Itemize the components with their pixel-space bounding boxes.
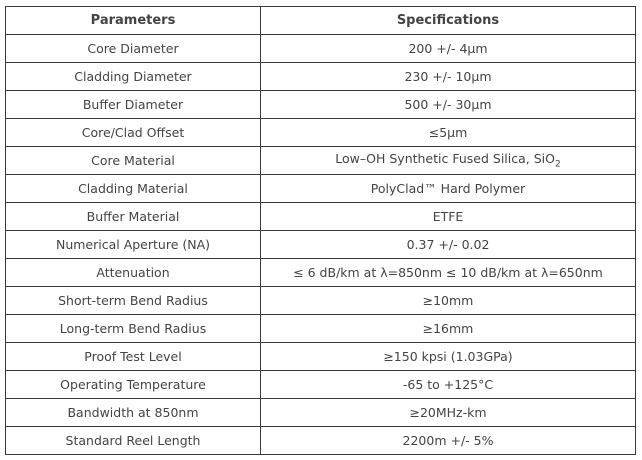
specification-cell (261, 371, 636, 399)
table-row (6, 399, 636, 427)
header-parameters: Parameters (6, 7, 261, 35)
specification-cell (261, 399, 636, 427)
parameter-cell: Standard Reel Length (6, 427, 261, 455)
parameter-cell: Buffer Diameter (6, 91, 261, 119)
table-row (6, 175, 636, 203)
table-row (6, 259, 636, 287)
table-header-row (6, 7, 636, 35)
table-row (6, 147, 636, 175)
parameter-cell: Core Material (6, 147, 261, 175)
specification-text: 2200m +/- 5% (402, 433, 494, 448)
parameter-cell: Cladding Diameter (6, 63, 261, 91)
specification-text: ≥10mm (422, 293, 474, 308)
table-row (6, 287, 636, 315)
specification-cell (261, 147, 636, 175)
specification-text: -65 to +125°C (402, 377, 494, 392)
table-row (6, 231, 636, 259)
table-row (6, 371, 636, 399)
parameter-cell: Proof Test Level (6, 343, 261, 371)
specification-cell (261, 315, 636, 343)
table-row (6, 427, 636, 455)
parameter-cell: Cladding Material (6, 175, 261, 203)
parameter-cell: Attenuation (6, 259, 261, 287)
parameter-cell: Long-term Bend Radius (6, 315, 261, 343)
specification-cell (261, 231, 636, 259)
specification-cell (261, 119, 636, 147)
specification-cell (261, 91, 636, 119)
specification-text: ≥150 kpsi (1.03GPa) (383, 349, 513, 364)
parameter-cell: Short-term Bend Radius (6, 287, 261, 315)
parameter-cell: Numerical Aperture (NA) (6, 231, 261, 259)
specification-cell (261, 427, 636, 455)
specification-text: 200 +/- 4µm (408, 41, 488, 56)
specification-text: Low–OH Synthetic Fused Silica, SiO (335, 151, 555, 167)
specification-cell (261, 203, 636, 231)
table-row (6, 91, 636, 119)
table-row (6, 203, 636, 231)
parameter-cell: Buffer Material (6, 203, 261, 231)
parameter-cell: Core Diameter (6, 35, 261, 63)
specification-text: ≥16mm (422, 321, 474, 336)
table-row (6, 119, 636, 147)
subscript: 2 (554, 159, 561, 170)
specification-text: ETFE (432, 209, 464, 224)
specification-cell (261, 287, 636, 315)
specification-cell (261, 175, 636, 203)
specification-text: 500 +/- 30µm (404, 97, 492, 112)
parameter-cell: Bandwidth at 850nm (6, 399, 261, 427)
specification-text: PolyClad™ Hard Polymer (370, 181, 526, 196)
specification-cell (261, 343, 636, 371)
parameter-cell: Core/Clad Offset (6, 119, 261, 147)
specification-text: 0.37 +/- 0.02 (406, 237, 490, 252)
table-row (6, 63, 636, 91)
parameter-cell: Operating Temperature (6, 371, 261, 399)
table-row (6, 35, 636, 63)
specification-text: ≤ 6 dB/km at λ=850nm ≤ 10 dB/km at λ=650nm (293, 265, 603, 280)
specification-text: 230 +/- 10µm (404, 69, 492, 84)
header-specifications: Specifications (261, 7, 636, 35)
specification-cell (261, 63, 636, 91)
specifications-table (5, 6, 636, 455)
specification-cell (261, 35, 636, 63)
specification-cell (261, 259, 636, 287)
specification-text: ≥20MHz-km (409, 405, 487, 420)
table-row (6, 343, 636, 371)
specification-text: ≤5µm (428, 125, 468, 140)
table-row (6, 315, 636, 343)
